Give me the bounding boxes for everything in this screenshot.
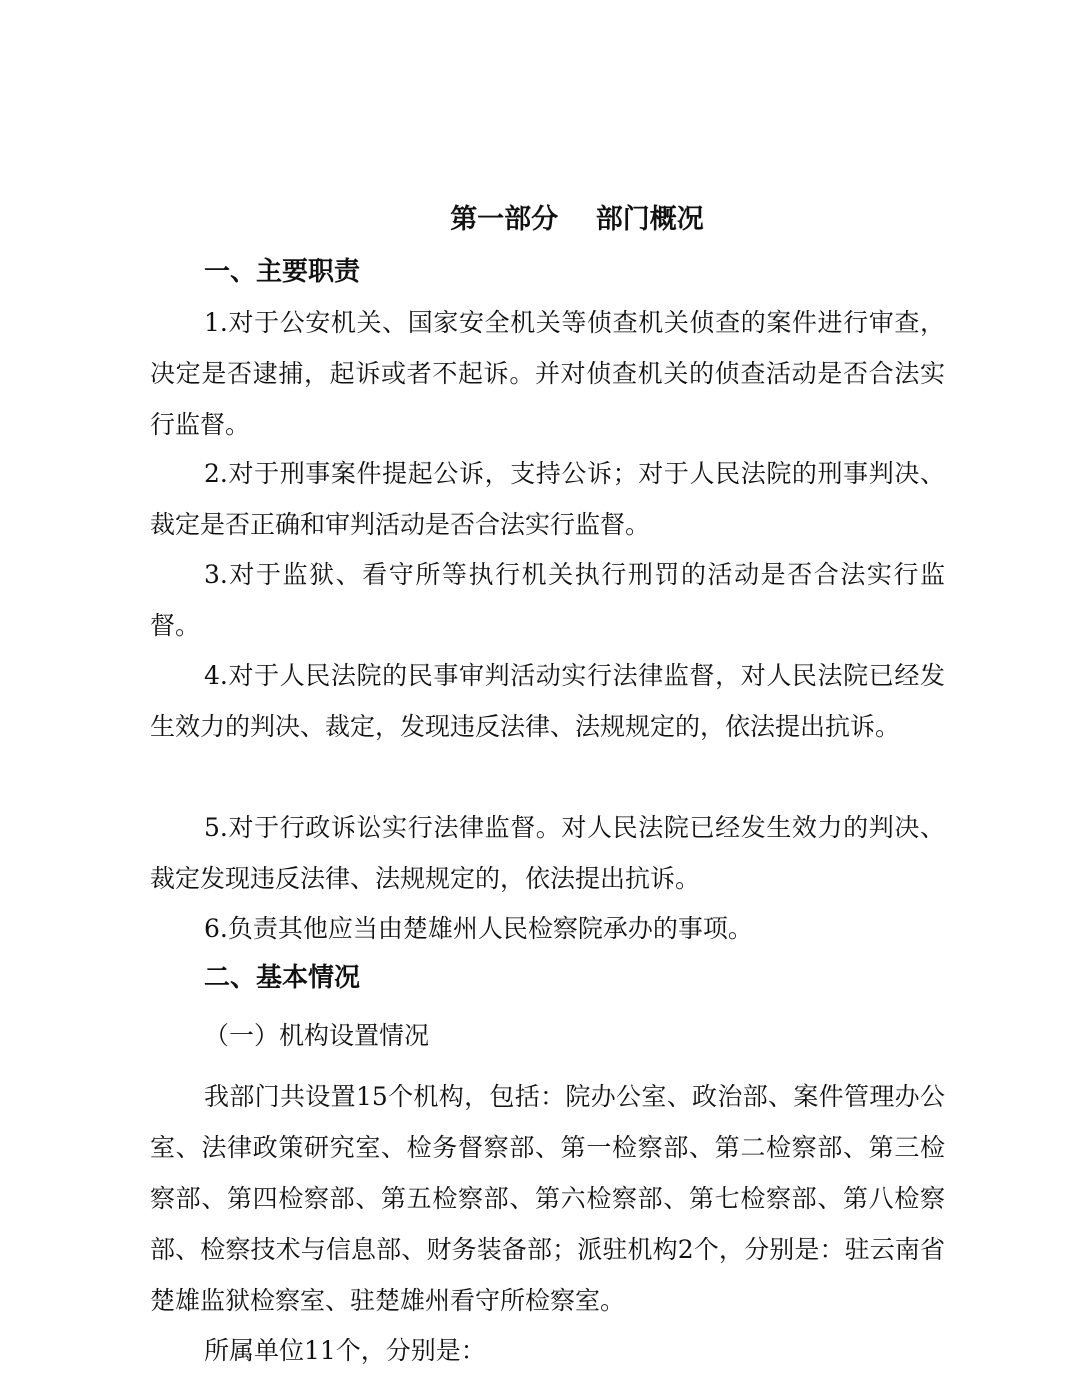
affiliated-units-paragraph: 所属单位11个，分别是： [204,1336,486,1365]
duty-item-4: 4.对于人民法院的民事审判活动实行法律监督，对人民法院已经发生效力的判决、裁定，发现违反法律、法规规定的，依法提出抗诉。 [150,661,945,741]
duty-item-5: 5.对于行政诉讼实行法律监督。对人民法院已经发生效力的判决、裁定发现违反法律、法规规定的，依法提出抗诉。 [150,813,945,893]
subsection-heading-org-setup: （一）机构设置情况 [204,1021,430,1050]
page-title: 第一部分 部门概况 [450,204,704,235]
duty-item-1: 1.对于公安机关、国家安全机关等侦查机关侦查的案件进行审查，决定是否逮捕，起诉或者不起诉。并对侦查机关的侦查活动是否合法实行监督。 [150,308,945,439]
duty-item-2: 2.对于刑事案件提起公诉，支持公诉；对于人民法院的刑事判决、裁定是否正确和审判活动是否合法实行监督。 [150,459,945,539]
duty-item-6: 6.负责其他应当由楚雄州人民检察院承办的事项。 [204,914,753,943]
section-heading-basic-info: 二、基本情况 [204,963,361,993]
duty-item-3: 3.对于监狱、看守所等执行机关执行刑罚的活动是否合法实行监督。 [150,560,945,640]
org-setup-paragraph: 我部门共设置15个机构，包括：院办公室、政治部、案件管理办公室、法律政策研究室、检务督察部、第一检察部、第二检察部、第三检察部、第四检察部、第五检察部、第六检察部、第七检察部、第八检察部、检察技术与信息部、财务装备部；派驻机构2个，分别是：驻云南省楚雄监狱检察室、驻楚雄州看守所检察室。 [150,1082,945,1315]
section-heading-main-duties: 一、主要职责 [204,257,361,287]
